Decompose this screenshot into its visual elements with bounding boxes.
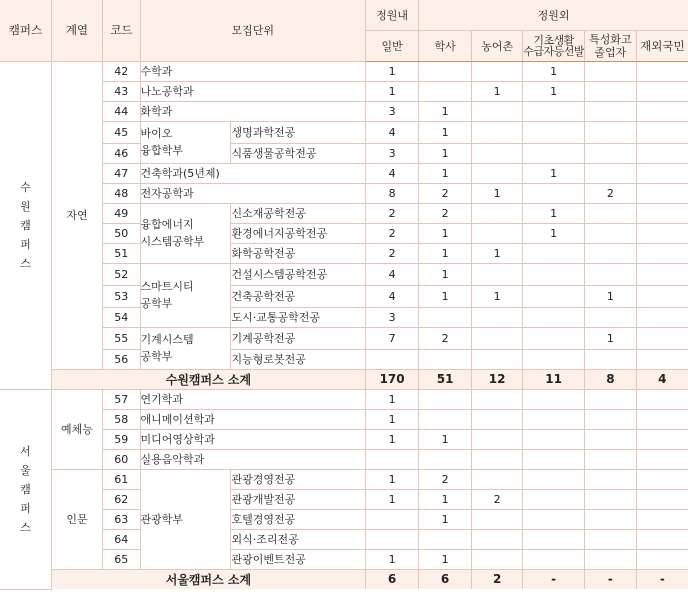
campus-char: 스 xyxy=(20,256,31,270)
table-row xyxy=(0,549,688,569)
campus-char: 수 xyxy=(20,180,31,194)
campus-char: 스 xyxy=(20,520,31,534)
value-basic-living xyxy=(523,183,585,203)
value-bachelor: 1 xyxy=(419,121,472,143)
unit-code: 52 xyxy=(103,263,140,285)
unit-name: 전자공학과 xyxy=(140,183,365,203)
value-basic-living xyxy=(523,429,585,449)
value-overseas xyxy=(636,163,688,183)
value-basic-living xyxy=(523,243,585,263)
value-special-hs xyxy=(585,263,637,285)
unit-code: 60 xyxy=(103,449,140,469)
unit-code: 62 xyxy=(103,489,140,509)
unit-name: 실용음악학과 xyxy=(140,449,365,469)
subtotal-general: 6 xyxy=(366,569,419,589)
value-general: 3 xyxy=(366,307,419,327)
subtotal-rural: 2 xyxy=(472,569,523,589)
unit-code: 63 xyxy=(103,509,140,529)
header-out-quota: 정원외 xyxy=(419,0,688,30)
value-basic-living xyxy=(523,327,585,349)
unit-code: 53 xyxy=(103,285,140,307)
value-basic-living xyxy=(523,263,585,285)
unit-code: 56 xyxy=(103,349,140,369)
value-rural xyxy=(472,101,523,121)
value-special-hs xyxy=(585,121,637,143)
value-basic-living: 1 xyxy=(523,81,585,101)
value-rural xyxy=(472,529,523,549)
value-overseas xyxy=(636,549,688,569)
value-bachelor: 1 xyxy=(419,285,472,307)
value-basic-living xyxy=(523,509,585,529)
value-general xyxy=(366,509,419,529)
value-bachelor: 1 xyxy=(419,549,472,569)
value-bachelor xyxy=(419,81,472,101)
value-special-hs xyxy=(585,549,637,569)
value-overseas xyxy=(636,101,688,121)
value-rural xyxy=(472,449,523,469)
value-basic-living: 1 xyxy=(523,203,585,223)
header-basic-living: 기초생활 수급자등선발 xyxy=(523,30,585,61)
unit-code: 49 xyxy=(103,203,140,223)
header-unit: 모집단위 xyxy=(140,0,365,61)
value-general: 1 xyxy=(366,389,419,409)
unit-code: 46 xyxy=(103,143,140,163)
subtotal-bachelor: 51 xyxy=(419,369,472,389)
value-overseas xyxy=(636,449,688,469)
value-basic-living xyxy=(523,307,585,327)
value-bachelor: 2 xyxy=(419,327,472,349)
value-rural: 2 xyxy=(472,489,523,509)
header-code: 코드 xyxy=(103,0,140,61)
value-general: 4 xyxy=(366,263,419,285)
value-bachelor: 2 xyxy=(419,469,472,489)
value-overseas xyxy=(636,285,688,307)
value-special-hs xyxy=(585,223,637,243)
value-basic-living xyxy=(523,529,585,549)
value-bachelor: 1 xyxy=(419,509,472,529)
value-general: 3 xyxy=(366,143,419,163)
value-special-hs xyxy=(585,489,637,509)
value-overseas xyxy=(636,307,688,327)
value-special-hs xyxy=(585,409,637,429)
campus-char: 울 xyxy=(20,463,31,477)
value-basic-living xyxy=(523,349,585,369)
value-overseas xyxy=(636,469,688,489)
unit-code: 43 xyxy=(103,81,140,101)
campus-char: 캠 xyxy=(20,218,31,232)
major-name: 건축공학전공 xyxy=(231,285,366,307)
table-row xyxy=(0,183,688,203)
value-general: 2 xyxy=(366,203,419,223)
value-basic-living xyxy=(523,389,585,409)
subtotal-row-suwon xyxy=(0,369,688,389)
value-bachelor: 1 xyxy=(419,429,472,449)
value-overseas xyxy=(636,143,688,163)
table-row xyxy=(0,489,688,509)
value-overseas xyxy=(636,349,688,369)
value-basic-living: 1 xyxy=(523,163,585,183)
table-header xyxy=(0,0,688,61)
group-line: 바이오 xyxy=(140,127,173,140)
value-overseas xyxy=(636,489,688,509)
value-rural: 1 xyxy=(472,285,523,307)
table-row xyxy=(0,263,688,285)
value-general: 4 xyxy=(366,285,419,307)
group-bio xyxy=(140,121,231,163)
unit-code: 45 xyxy=(103,121,140,143)
group-energy xyxy=(140,203,231,263)
table-row xyxy=(0,327,688,349)
subtotal-bachelor: 6 xyxy=(419,569,472,589)
value-bachelor xyxy=(419,409,472,429)
header-general: 일반 xyxy=(366,30,419,61)
header-campus: 캠퍼스 xyxy=(0,0,51,61)
major-name: 환경에너지공학전공 xyxy=(231,223,366,243)
value-overseas xyxy=(636,529,688,549)
unit-code: 64 xyxy=(103,529,140,549)
campus-char: 퍼 xyxy=(20,237,31,251)
value-special-hs xyxy=(585,529,637,549)
table-row xyxy=(0,349,688,369)
value-special-hs xyxy=(585,101,637,121)
campus-char: 캠 xyxy=(20,482,31,496)
value-overseas xyxy=(636,263,688,285)
campus-char: 퍼 xyxy=(20,501,31,515)
header-field: 계열 xyxy=(51,0,102,61)
major-name: 호텔경영전공 xyxy=(231,509,366,529)
value-general: 1 xyxy=(366,469,419,489)
value-special-hs xyxy=(585,61,637,81)
value-overseas xyxy=(636,243,688,263)
value-special-hs xyxy=(585,449,637,469)
unit-code: 61 xyxy=(103,469,140,489)
unit-name: 건축학과(5년제) xyxy=(140,163,365,183)
value-basic-living xyxy=(523,449,585,469)
value-rural xyxy=(472,469,523,489)
major-name: 관광이벤트전공 xyxy=(231,549,366,569)
table-row xyxy=(0,429,688,449)
unit-code: 47 xyxy=(103,163,140,183)
table-row xyxy=(0,409,688,429)
value-special-hs: 1 xyxy=(585,327,637,349)
table-row xyxy=(0,449,688,469)
header-rural: 농어촌 xyxy=(472,30,523,61)
value-general: 1 xyxy=(366,549,419,569)
major-name: 관광경영전공 xyxy=(231,469,366,489)
unit-code: 51 xyxy=(103,243,140,263)
value-basic-living xyxy=(523,549,585,569)
value-general: 4 xyxy=(366,121,419,143)
major-name: 지능형로봇전공 xyxy=(231,349,366,369)
unit-code: 58 xyxy=(103,409,140,429)
value-bachelor: 1 xyxy=(419,243,472,263)
value-special-hs xyxy=(585,389,637,409)
value-overseas xyxy=(636,509,688,529)
value-general: 8 xyxy=(366,183,419,203)
unit-code: 48 xyxy=(103,183,140,203)
field-humanities: 인문 xyxy=(51,469,102,569)
major-name: 건설시스템공학전공 xyxy=(231,263,366,285)
unit-code: 42 xyxy=(103,61,140,81)
value-basic-living: 1 xyxy=(523,223,585,243)
value-basic-living xyxy=(523,143,585,163)
value-bachelor: 2 xyxy=(419,183,472,203)
major-name: 식품생물공학전공 xyxy=(231,143,366,163)
value-rural: 1 xyxy=(472,183,523,203)
value-basic-living: 1 xyxy=(523,61,585,81)
value-overseas xyxy=(636,81,688,101)
table-row xyxy=(0,143,688,163)
major-name: 신소재공학전공 xyxy=(231,203,366,223)
major-name: 생명과학전공 xyxy=(231,121,366,143)
campus-suwon xyxy=(0,61,51,389)
value-bachelor: 1 xyxy=(419,223,472,243)
value-bachelor: 1 xyxy=(419,489,472,509)
value-general xyxy=(366,449,419,469)
value-special-hs: 2 xyxy=(585,183,637,203)
table-row xyxy=(0,285,688,307)
unit-code: 65 xyxy=(103,549,140,569)
value-general: 4 xyxy=(366,163,419,183)
value-rural xyxy=(472,389,523,409)
group-line: 시스템공학부 xyxy=(140,235,205,248)
unit-name: 화학과 xyxy=(140,101,365,121)
subtotal-basic-living: - xyxy=(523,569,585,589)
value-rural xyxy=(472,143,523,163)
value-special-hs xyxy=(585,163,637,183)
value-bachelor xyxy=(419,61,472,81)
table-row xyxy=(0,163,688,183)
value-special-hs xyxy=(585,509,637,529)
group-line: 스마트시티 xyxy=(140,280,194,293)
value-special-hs: 1 xyxy=(585,285,637,307)
value-special-hs xyxy=(585,81,637,101)
value-basic-living xyxy=(523,121,585,143)
value-rural xyxy=(472,327,523,349)
value-general: 1 xyxy=(366,429,419,449)
value-overseas xyxy=(636,429,688,449)
value-special-hs xyxy=(585,469,637,489)
value-rural xyxy=(472,549,523,569)
subtotal-label: 수원캠퍼스 소계 xyxy=(51,369,365,389)
subtotal-overseas: 4 xyxy=(636,369,688,389)
unit-name: 미디어영상학과 xyxy=(140,429,365,449)
unit-code: 55 xyxy=(103,327,140,349)
value-rural xyxy=(472,509,523,529)
value-general xyxy=(366,349,419,369)
value-special-hs xyxy=(585,143,637,163)
value-basic-living xyxy=(523,285,585,307)
value-rural xyxy=(472,61,523,81)
value-overseas xyxy=(636,183,688,203)
value-rural xyxy=(472,263,523,285)
value-bachelor: 1 xyxy=(419,263,472,285)
header-special-hs: 특성화고 졸업자 xyxy=(585,30,637,61)
campus-char: 원 xyxy=(20,199,31,213)
value-rural xyxy=(472,223,523,243)
group-line: 융합에너지 xyxy=(140,218,194,231)
table-row xyxy=(0,307,688,327)
campus-char: 서 xyxy=(20,444,31,458)
group-line: 공학부 xyxy=(140,350,173,363)
value-overseas xyxy=(636,409,688,429)
value-special-hs xyxy=(585,349,637,369)
value-general: 1 xyxy=(366,489,419,509)
group-tourism: 관광학부 xyxy=(140,469,231,569)
major-name: 도시·교통공학전공 xyxy=(231,307,366,327)
group-smart xyxy=(140,263,231,327)
value-rural: 1 xyxy=(472,243,523,263)
subtotal-row-seoul xyxy=(0,569,688,589)
value-overseas xyxy=(636,203,688,223)
value-bachelor: 1 xyxy=(419,143,472,163)
subtotal-special-hs: 8 xyxy=(585,369,637,389)
unit-code: 44 xyxy=(103,101,140,121)
value-general: 1 xyxy=(366,409,419,429)
value-bachelor: 2 xyxy=(419,203,472,223)
value-bachelor xyxy=(419,529,472,549)
field-arts: 예체능 xyxy=(51,389,102,469)
unit-name: 나노공학과 xyxy=(140,81,365,101)
value-overseas xyxy=(636,61,688,81)
group-mech xyxy=(140,327,231,369)
value-rural xyxy=(472,409,523,429)
major-name: 외식·조리전공 xyxy=(231,529,366,549)
value-general: 2 xyxy=(366,223,419,243)
table-row xyxy=(0,61,688,81)
value-rural xyxy=(472,121,523,143)
subtotal-basic-living: 11 xyxy=(523,369,585,389)
value-rural: 1 xyxy=(472,81,523,101)
header-in-quota: 정원내 xyxy=(366,0,419,30)
campus-seoul xyxy=(0,389,51,589)
field-nature: 자연 xyxy=(51,61,102,369)
unit-code: 59 xyxy=(103,429,140,449)
value-rural xyxy=(472,429,523,449)
value-overseas xyxy=(636,223,688,243)
subtotal-general: 170 xyxy=(366,369,419,389)
value-general: 3 xyxy=(366,101,419,121)
value-special-hs xyxy=(585,243,637,263)
value-general: 1 xyxy=(366,81,419,101)
value-basic-living xyxy=(523,489,585,509)
unit-name: 애니메이션학과 xyxy=(140,409,365,429)
value-rural xyxy=(472,203,523,223)
value-overseas xyxy=(636,327,688,349)
header-bachelor: 학사 xyxy=(419,30,472,61)
unit-code: 50 xyxy=(103,223,140,243)
header-overseas: 재외국민 xyxy=(636,30,688,61)
major-name: 관광개발전공 xyxy=(231,489,366,509)
value-bachelor: 1 xyxy=(419,163,472,183)
value-general: 1 xyxy=(366,61,419,81)
value-basic-living xyxy=(523,101,585,121)
table-row xyxy=(0,509,688,529)
unit-name: 수학과 xyxy=(140,61,365,81)
value-basic-living xyxy=(523,469,585,489)
value-bachelor xyxy=(419,349,472,369)
value-general: 2 xyxy=(366,243,419,263)
table-row xyxy=(0,81,688,101)
major-name: 화학공학전공 xyxy=(231,243,366,263)
table-row xyxy=(0,243,688,263)
value-special-hs xyxy=(585,203,637,223)
value-bachelor xyxy=(419,389,472,409)
value-bachelor xyxy=(419,449,472,469)
subtotal-special-hs: - xyxy=(585,569,637,589)
group-line: 융합학부 xyxy=(140,144,184,157)
value-special-hs xyxy=(585,429,637,449)
table-row xyxy=(0,469,688,489)
table-row xyxy=(0,101,688,121)
table-body xyxy=(0,61,688,589)
unit-name: 연기학과 xyxy=(140,389,365,409)
group-line: 공학부 xyxy=(140,297,173,310)
value-rural xyxy=(472,163,523,183)
value-bachelor xyxy=(419,307,472,327)
value-rural xyxy=(472,307,523,327)
value-rural xyxy=(472,349,523,369)
unit-code: 54 xyxy=(103,307,140,327)
value-special-hs xyxy=(585,307,637,327)
value-general xyxy=(366,529,419,549)
major-name: 기계공학전공 xyxy=(231,327,366,349)
table-row xyxy=(0,389,688,409)
group-line: 기계시스템 xyxy=(140,333,194,346)
value-basic-living xyxy=(523,409,585,429)
table-row xyxy=(0,529,688,549)
value-overseas xyxy=(636,121,688,143)
value-overseas xyxy=(636,389,688,409)
unit-code: 57 xyxy=(103,389,140,409)
table-row xyxy=(0,121,688,143)
value-general: 7 xyxy=(366,327,419,349)
subtotal-rural: 12 xyxy=(472,369,523,389)
table-row xyxy=(0,203,688,223)
table-row xyxy=(0,223,688,243)
value-bachelor: 1 xyxy=(419,101,472,121)
subtotal-overseas: - xyxy=(636,569,688,589)
subtotal-label: 서울캠퍼스 소계 xyxy=(51,569,365,589)
